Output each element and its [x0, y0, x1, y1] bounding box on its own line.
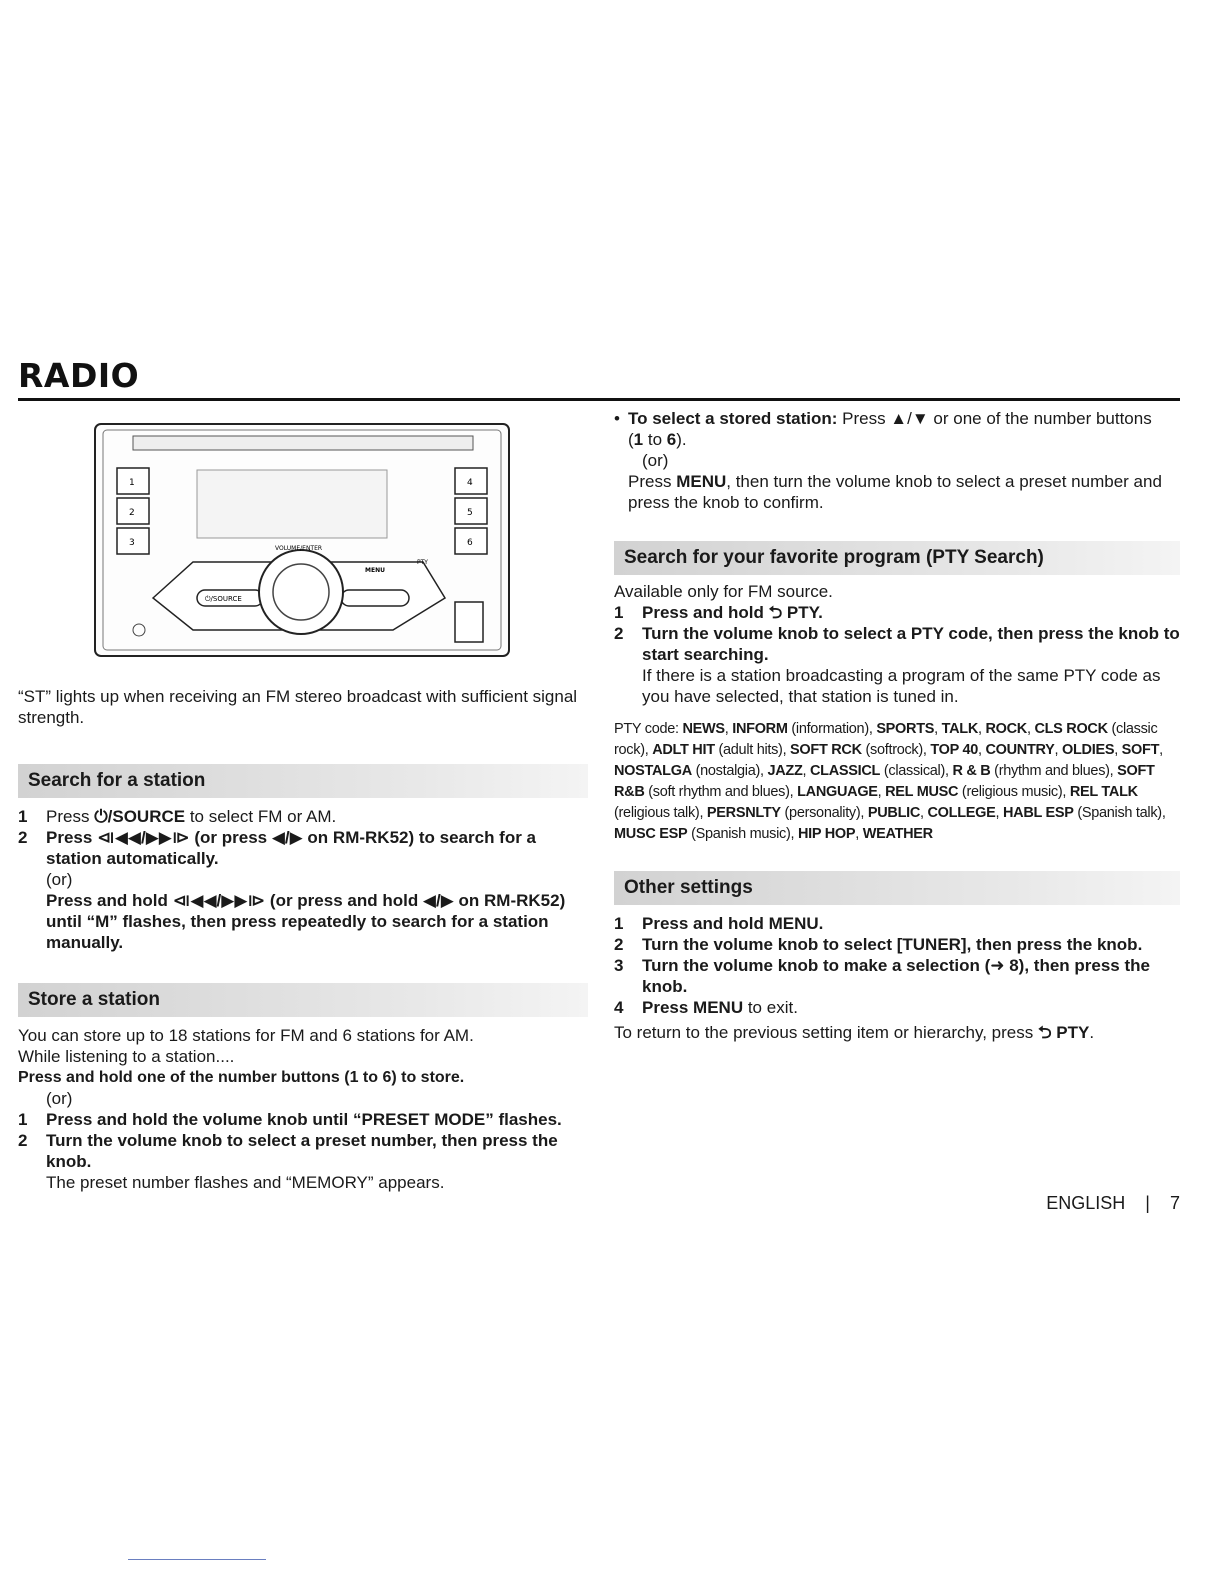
preset-label: 5 — [467, 508, 473, 518]
or-text: (or) — [46, 870, 73, 889]
other-step-2 — [614, 934, 1180, 955]
other-step-4 — [614, 997, 1180, 1018]
pty-code-desc: (nostalgia), — [691, 763, 768, 779]
pty-code-desc: (personality), — [780, 805, 868, 821]
pty-code: TALK — [941, 721, 978, 737]
step-text: Press and hold ⧏◀◀/▶▶⧐ (or press and hold ◀/▶ on RM-RK52) until “M” flashes, then press repeatedly to search for a station manually. — [46, 891, 566, 952]
note-text: The preset number flashes and “MEMORY” appears. — [46, 1173, 445, 1192]
step-number: 1 — [18, 807, 28, 826]
menu-label: MENU — [365, 567, 385, 574]
menu-key: MENU — [768, 914, 819, 933]
num-1: 1 — [633, 430, 644, 449]
pty-code-desc: , — [1159, 742, 1163, 758]
step-text: to select FM or AM. — [185, 807, 337, 826]
store-station-heading: Store a station — [18, 983, 588, 1017]
pty-code: REL TALK — [1069, 784, 1138, 800]
pty-code-desc: , — [1114, 742, 1122, 758]
pty-code: MUSC ESP — [614, 826, 688, 842]
preset-label: 4 — [467, 478, 473, 488]
preset-label: 2 — [129, 508, 135, 518]
volume-label: VOLUME/ENTER — [275, 545, 323, 552]
preset-label: 6 — [467, 538, 473, 548]
return-text: To return to the previous setting item or hierarchy, press — [614, 1023, 1038, 1042]
store-or — [18, 1088, 588, 1109]
pty-code: LANGUAGE — [797, 784, 878, 800]
step-text: to exit. — [743, 998, 798, 1017]
pty-code: SOFT RCK — [790, 742, 862, 758]
pty-code-desc: , — [995, 805, 1003, 821]
step-text: Turn the volume knob to select a preset number, then press the knob. — [46, 1131, 558, 1171]
pty-code: COUNTRY — [985, 742, 1055, 758]
note-text: If there is a station broadcasting a program of the same PTY code as you have selected, that station is tuned in. — [642, 666, 1161, 706]
pty-code-desc: , — [724, 721, 733, 737]
pty-code-desc: (soft rhythm and blues), — [644, 784, 798, 800]
step-text: Press and hold the volume knob until “PRESET MODE” flashes. — [46, 1110, 562, 1129]
pty-code-desc: , — [855, 826, 863, 842]
pty-code: INFORM — [732, 721, 788, 737]
pty-code-desc: , — [802, 763, 811, 779]
step-number: 2 — [614, 624, 624, 643]
pty-label: PTY — [417, 559, 428, 566]
paren-close: ). — [676, 430, 687, 449]
bottom-line — [128, 1559, 266, 1560]
pty-code-desc: , — [920, 805, 928, 821]
pty-code-desc: (religious music), — [958, 784, 1070, 800]
pty-step-1 — [614, 602, 1180, 623]
pty-code-desc: , — [877, 784, 886, 800]
step-text: Turn the volume knob to select [TUNER], then press the knob. — [642, 935, 1143, 954]
right-column — [614, 408, 1180, 1043]
stored-or: (or) — [642, 451, 669, 470]
step-text: Turn the volume knob to select a PTY code, then press the knob to start searching. — [642, 624, 1180, 664]
menu-pre: Press — [628, 472, 677, 491]
pty-code: REL MUSC — [885, 784, 959, 800]
paren-open: ( — [628, 430, 634, 449]
bullet: • — [614, 409, 620, 428]
step-number: 1 — [18, 1110, 28, 1129]
preset-label: 3 — [129, 538, 135, 548]
pty-code-desc: , — [1026, 721, 1035, 737]
pty-code-desc: , — [934, 721, 942, 737]
pty-code: HIP HOP — [797, 826, 856, 842]
store-note — [18, 1172, 588, 1193]
search-station-heading: Search for a station — [18, 764, 588, 798]
pty-code: SPORTS — [876, 721, 935, 737]
stored-text: Press ▲/▼ or one of the number buttons — [837, 409, 1152, 428]
pty-code-desc: (religious talk), — [614, 805, 707, 821]
pty-code: PERSNLTY — [706, 805, 781, 821]
left-column — [18, 420, 588, 1193]
pty-code-desc: (softrock), — [861, 742, 931, 758]
pty-code: PUBLIC — [867, 805, 921, 821]
pty-code: WEATHER — [862, 826, 933, 842]
menu-post: , then turn the volume knob to select a preset number and press the knob to confirm. — [628, 472, 1162, 512]
pty-code-list — [614, 719, 1180, 845]
pty-code-desc: (rhythm and blues), — [990, 763, 1118, 779]
step-text: Press and hold ⮌ PTY. — [642, 603, 823, 622]
pty-code: JAZZ — [767, 763, 803, 779]
step-text: . — [818, 914, 824, 933]
stored-station-line — [614, 408, 1180, 429]
pty-code: HABL ESP — [1002, 805, 1074, 821]
pty-code-desc: (classical), — [880, 763, 953, 779]
pty-code: CLASSICL — [810, 763, 881, 779]
pty-code: ROCK — [985, 721, 1027, 737]
page-number: 7 — [1169, 1193, 1180, 1213]
pty-code: CLS ROCK — [1034, 721, 1108, 737]
search-step-2 — [18, 827, 588, 869]
pty-code: COLLEGE — [927, 805, 996, 821]
pty-code: NEWS — [682, 721, 725, 737]
pty-code: SOFT R&B — [614, 763, 1155, 800]
num-6: 6 — [666, 430, 677, 449]
step-number: 4 — [614, 998, 624, 1017]
menu-key: MENU — [693, 998, 744, 1017]
step-text: Press and hold — [642, 914, 769, 933]
pty-code-desc: (classic rock), — [614, 721, 1158, 758]
step-text: Press ⧏◀◀/▶▶⧐ (or press ◀/▶ on RM-RK52) to search for a station automatically. — [46, 828, 537, 868]
footer-separator: | — [1145, 1193, 1150, 1213]
search-or — [18, 869, 588, 890]
pty-heading: Search for your favorite program (PTY Search) — [614, 541, 1180, 575]
pty-code-desc: (adult hits), — [714, 742, 791, 758]
store-step-2 — [18, 1130, 588, 1172]
stored-menu — [614, 471, 1180, 513]
step-number: 2 — [18, 828, 28, 847]
pty-code-desc: , — [978, 742, 986, 758]
preset-label: 1 — [129, 478, 135, 488]
menu-key: MENU — [676, 472, 727, 491]
step-text: Turn the volume knob to make a selection (➜ 8), then press the knob. — [642, 956, 1150, 996]
or-text: (or) — [46, 1089, 73, 1108]
pty-avail: Available only for FM source. — [614, 582, 833, 601]
stored-range — [614, 429, 1180, 450]
page-footer — [1026, 1193, 1180, 1214]
pty-step-2-note — [614, 665, 1180, 707]
pty-code: R & B — [952, 763, 991, 779]
source-key: ⏻/SOURCE — [94, 807, 186, 826]
step-number: 1 — [614, 914, 624, 933]
search-step-2-alt — [18, 890, 588, 953]
step-text: Press — [642, 998, 694, 1017]
st-note: “ST” lights up when receiving an FM stereo broadcast with sufficient signal strength. — [18, 687, 578, 727]
step-number: 2 — [18, 1131, 28, 1150]
other-step-1 — [614, 913, 1180, 934]
pty-code: TOP 40 — [930, 742, 979, 758]
step-number: 3 — [614, 956, 624, 975]
page-title: RADIO — [18, 356, 140, 395]
pty-code: NOSTALGA — [614, 763, 692, 779]
pty-code-label: PTY code: — [614, 721, 683, 737]
store-instruction: Press and hold one of the number buttons (1 to 6) to store. — [18, 1069, 465, 1086]
return-note — [614, 1022, 1180, 1043]
language-label: ENGLISH — [1046, 1193, 1126, 1213]
other-step-3 — [614, 955, 1180, 997]
pty-code-desc: (Spanish talk), — [1073, 805, 1166, 821]
pty-code: ADLT HIT — [652, 742, 715, 758]
step-number: 2 — [614, 935, 624, 954]
pty-code: SOFT — [1121, 742, 1160, 758]
pty-code: OLDIES — [1062, 742, 1115, 758]
return-text: . — [1089, 1023, 1095, 1042]
header-rule — [18, 398, 1180, 401]
to-text: to — [643, 430, 667, 449]
search-step-1 — [18, 806, 588, 827]
source-label: ⏻/SOURCE — [205, 595, 242, 603]
other-settings-heading: Other settings — [614, 871, 1180, 905]
pty-code-desc: (information), — [787, 721, 877, 737]
pty-code-desc: , — [978, 721, 986, 737]
store-step-1 — [18, 1109, 588, 1130]
pty-code-desc: , — [1054, 742, 1063, 758]
pty-step-2 — [614, 623, 1180, 665]
stored-lead: To select a stored station: — [628, 409, 838, 428]
pty-key: ⮌ PTY — [1037, 1023, 1090, 1042]
store-intro-1: You can store up to 18 stations for FM and 6 stations for AM. — [18, 1026, 474, 1045]
store-intro-2: While listening to a station.... — [18, 1047, 235, 1066]
step-number: 1 — [614, 603, 624, 622]
step-text: Press — [46, 807, 95, 826]
pty-code-desc: (Spanish music), — [687, 826, 798, 842]
